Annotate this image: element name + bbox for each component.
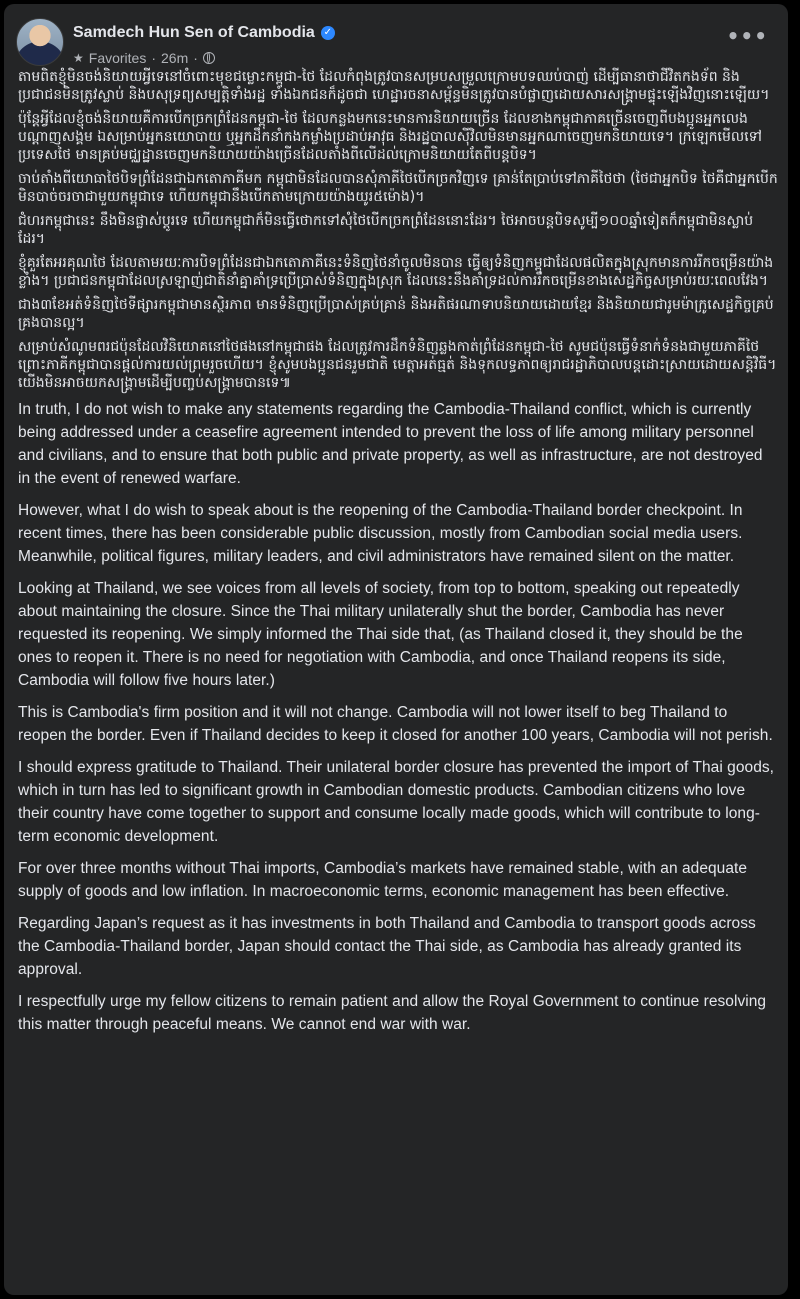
khmer-paragraph: សម្រាប់សំណូមពរជប៉ុនដែលវិនិយោគនៅថៃផងនៅកម្ពុជាផង ដែលត្រូវការដឹកទំនិញឆ្លងកាត់ព្រំដែនកម្ពុជា-ថៃ សូមជប៉ុនធ្វើទំនាក់ទំនងជាមួយភាគីថៃ ព្រោះភាគីកម្ពុជាបានផ្តល់ការយល់ព្រមរួចហើយ។ ខ្ញុំសូមបងប្អូនជនរួមជាតិ មេត្តាអត់ធ្មត់ និងទុកលទ្ធភាពឲ្យរាជរដ្ឋាភិបាលបន្តដោះស្រាយដោយសន្តិវិធី។ យើងមិនអាចយកសង្គ្រាមដើម្បីបញ្ចប់សង្គ្រាមបានទេ៕ <box>18 339 777 391</box>
favorites-star-icon: ★ <box>73 51 84 65</box>
post-body <box>18 68 778 1045</box>
author-name[interactable]: Samdech Hun Sen of Cambodia <box>73 24 315 41</box>
english-paragraph: For over three months without Thai imports, Cambodia’s markets have remained stable, with an adequate supply of goods and low inflation. In macroeconomic terms, economic management has been effective. <box>18 860 748 900</box>
globe-icon <box>203 52 215 64</box>
audience-label[interactable]: Favorites <box>88 50 147 66</box>
verified-badge-icon: ✓ <box>321 26 335 40</box>
post-header <box>16 18 776 68</box>
post-card <box>4 4 788 1295</box>
khmer-paragraph: ជំហរកម្ពុជានេះ នឹងមិនផ្លាស់ប្តូរទេ ហើយកម្ពុជាក៏មិនធ្វើថោកទៅសុំថៃបើកច្រកព្រំដែននោះដែរ។ ថៃអាចបន្តបិទសូម្បី១០០ឆ្នាំទៀតក៏កម្ពុជាមិនស្លាប់ដែរ។ <box>18 213 754 247</box>
khmer-paragraph: ជាង៣ខែអត់ទំនិញថៃទីផ្សារកម្ពុជាមានស្ថិរភាព មានទំនិញប្រើប្រាស់គ្រប់គ្រាន់ និងអតិផរណាទាបនិយាយដោយខ្មែរ និងនិយាយជារូមម៉ាក្រូសេដ្ឋកិច្ចគ្រប់គ្រងបានល្អ។ <box>18 297 774 331</box>
english-paragraph: This is Cambodia's firm position and it will not change. Cambodia will not lower itself to beg Thailand to reopen the border. Even if Thailand decides to keep it closed for another 100 years, Cambodia will not perish. <box>18 704 773 744</box>
english-paragraph: I should express gratitude to Thailand. Their unilateral border closure has prevented the import of Thai goods, which in turn has led to significant growth in Cambodian domestic products. Cambodian citizens who love their country have come together to support and consume locally made goods, which will contribute to long-term economic development. <box>18 759 775 845</box>
khmer-paragraph: ចាប់តាំងពីយោធាថៃបិទព្រំដែនជាឯកតោភាគីមក កម្ពុជាមិនដែលបានសុំភាគីថៃបើកច្រកវិញទេ គ្រាន់តែប្រាប់ទៅភាគីថៃថា (ថៃជាអ្នកបិទ ថៃគឺជាអ្នកបើកមិនបាច់ចរចាជាមួយកម្ពុជាទេ ហើយកម្ពុជានឹងបើកតាមក្រោយយ៉ាងយូរ៥ម៉ោង)។ <box>18 171 778 205</box>
author-row <box>73 24 335 42</box>
khmer-paragraph: ប៉ុន្តែអ្វីដែលខ្ញុំចង់និយាយគឺការបើកច្រកព្រំដែនកម្ពុជា-ថៃ ដែលកន្លងមកនេះមានការនិយាយច្រើន ដែលខាងកម្ពុជាភាគច្រើនចេញពីបងប្អូនអ្នកលេងបណ្តាញសង្គម ឯសម្រាប់អ្នកនយោបាយ ឬអ្នកដឹកនាំកងកម្លាំងប្រដាប់អាវុធ និងរដ្ឋបាលស៊ីវិលមិនមានអ្នកណាចេញមកនិយាយទេ។ ក្រឡេកមើលទៅប្រទេសថៃ មានគ្រប់មជ្ឈដ្ឋានចេញមកនិយាយយ៉ាងច្រើនដែលតាំងពីលើដល់ក្រោមនិយាយតែពីបន្តបិទ។ <box>18 111 762 163</box>
avatar[interactable] <box>16 18 64 66</box>
khmer-text <box>18 68 778 392</box>
english-paragraph: Looking at Thailand, we see voices from all levels of society, from top to bottom, speaking out repeatedly about maintaining the closure. Since the Thai military unilaterally shut the border, Cambodia has never requested its reopening. We simply informed the Thai side that, (as Thailand closed it, they should be the ones to reopen it. There is no need for negotiation with Cambodia, and once Thailand reopens its side, Cambodia will follow five hours later.) <box>18 580 743 689</box>
more-options-button[interactable]: ••• <box>726 24 768 48</box>
post-meta <box>73 50 215 66</box>
english-paragraph: However, what I do wish to speak about is the reopening of the Cambodia-Thailand border checkpoint. In recent times, there has been considerable public discussion, mostly from Cambodian social media users. Meanwhile, political figures, military leaders, and civil administrators have remained silent on the matter. <box>18 502 743 565</box>
english-paragraph: I respectfully urge my fellow citizens to remain patient and allow the Royal Government to continue resolving this matter through peaceful means. We cannot end war with war. <box>18 993 767 1033</box>
timestamp[interactable]: 26m <box>161 50 189 66</box>
english-paragraph: In truth, I do not wish to make any statements regarding the Cambodia-Thailand conflict, which is currently being addressed under a ceasefire agreement intended to prevent the loss of life among military personnel and civilians, and to ensure that both public and private property, as well as infrastructure, are not destroyed in the event of renewed warfare. <box>18 401 763 487</box>
meta-separator: · <box>193 50 198 66</box>
khmer-paragraph: តាមពិតខ្ញុំមិនចង់និយាយអ្វីទេនៅចំពោះមុខជម្លោះកម្ពុជា-ថៃ ដែលកំពុងត្រូវបានសម្របសម្រួលក្រោមបទឈប់បាញ់ ដើម្បីធានាថាជីវិតកងទ័ព និងប្រជាជនមិនត្រូវស្លាប់ និងបសុទ្រព្យសម្បត្តិទាំងរដ្ឋ ទាំងឯកជនក៏ដូចជា ហេដ្ឋារចនាសម្ព័ន្ធមិនត្រូវបានបំផ្លាញដោយសារសង្គ្រាមផ្ទុះឡើងវិញនោះឡើយ។ <box>18 69 770 103</box>
meta-separator: · <box>151 50 157 66</box>
english-paragraph: Regarding Japan’s request as it has investments in both Thailand and Cambodia to transport goods across the Cambodia-Thailand border, Japan should contact the Thai side, as Cambodia has already granted its approval. <box>18 915 756 978</box>
khmer-paragraph: ខ្ញុំគួរតែអរគុណថៃ ដែលតាមរយៈការបិទព្រំដែនជាឯកតោភាគីនេះទំនិញថៃនាំចូលមិនបាន ធ្វើឲ្យទំនិញកម្ពុជាដែលផលិតក្នុងស្រុកមានការរីកចម្រើនយ៉ាងខ្លាំង។ ប្រជាជនកម្ពុជាដែលស្រឡាញ់ជាតិនាំគ្នាគាំទ្រប្រើប្រាស់ទំនិញក្នុងស្រុក ដែលនេះនឹងគាំទ្រដល់ការរីកចម្រើនខាងសេដ្ឋកិច្ចសម្រាប់រយៈពេលវែង។ <box>18 255 774 289</box>
english-text <box>18 398 778 1036</box>
